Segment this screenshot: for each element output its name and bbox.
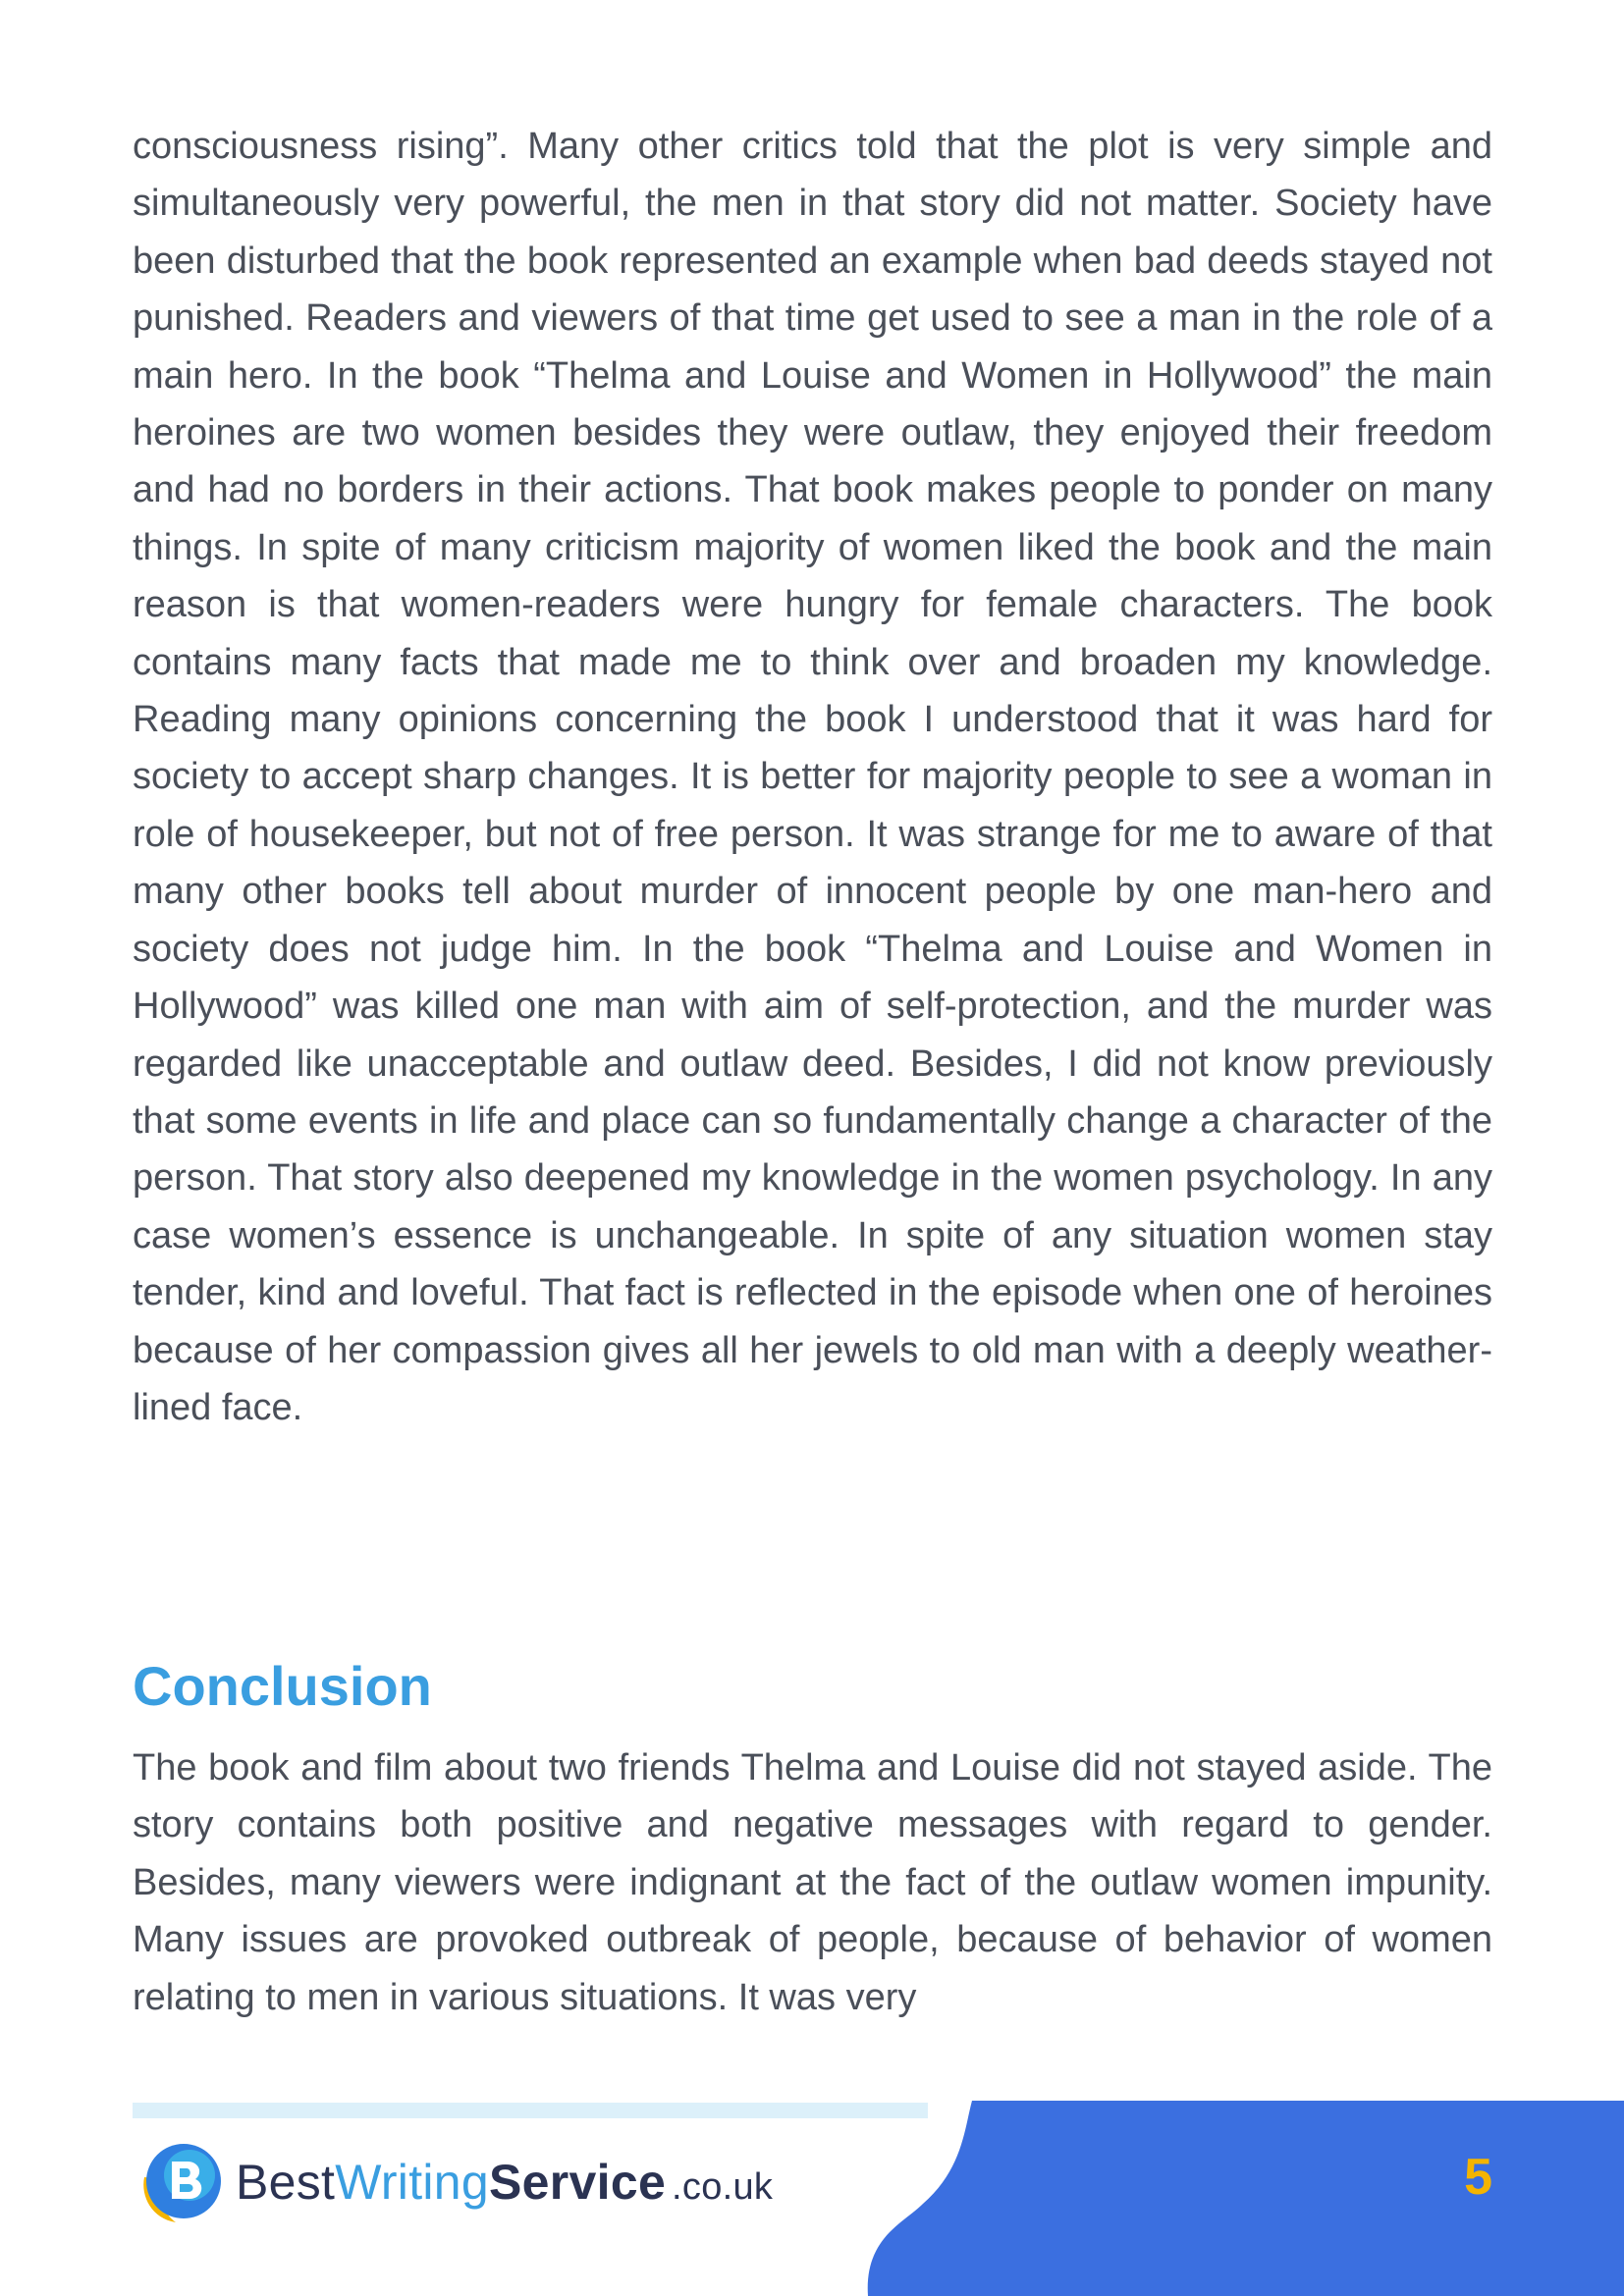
- section-heading: Conclusion: [133, 1655, 432, 1717]
- body-paragraph: consciousness rising”. Many other critics told that the plot is very simple and simultaneously very powerful, the men in that story did not matter. Society have been disturbed that the book represented an example when bad deeds stayed not punished. Readers and viewers of that time get used to see a man in the role of a main hero. In the book “Thelma and Louise and Women in Hollywood” the main heroines are two women besides they were outlaw, they enjoyed their freedom and had no borders in their actions. That book makes people to ponder on many things. In spite of many criticism majority of women liked the book and the main reason is that women-readers were hungry for female characters. The book contains many facts that made me to think over and broaden my knowledge. Reading many opinions concerning the book I understood that it was hard for society to accept sharp changes. It is better for majority people to see a woman in role of housekeeper, but not of free person. It was strange for me to aware of that many other books tell about murder of innocent people by one man-hero and society does not judge him. In the book “Thelma and Louise and Women in Hollywood” was killed one man with aim of self-protection, and the murder was regarded like unacceptable and outlaw deed. Besides, I did not know previously that some events in life and place can so fundamentally change a character of the person. That story also deepened my knowledge in the women psychology. In any case women’s essence is unchangeable. In spite of any situation women stay tender, kind and loveful. That fact is reflected in the episode when one of heroines because of her compassion gives all her jewels to old man with a deeply weather-lined face.: [133, 126, 1492, 1428]
- footer-panel: [864, 2101, 1624, 2296]
- brand-name: [236, 2153, 773, 2216]
- brand-tld: .co.uk: [672, 2165, 774, 2208]
- brand-logo[interactable]: [133, 2140, 773, 2228]
- brand-word-service: Service: [489, 2154, 667, 2210]
- body-paragraph: The book and film about two friends Thelma and Louise did not stayed aside. The story contains both positive and negative messages with regard to gender. Besides, many viewers were indignant at the fact of the outlaw women impunity. Many issues are provoked outbreak of people, because of behavior of women relating to men in various situations. It was very: [133, 1747, 1492, 2018]
- footer-rule: [133, 2103, 928, 2118]
- brand-word-best: Best: [236, 2154, 336, 2210]
- page-number: 5: [1464, 2149, 1492, 2206]
- b-logo-icon: [133, 2140, 226, 2228]
- brand-word-writing: Writing: [335, 2154, 490, 2210]
